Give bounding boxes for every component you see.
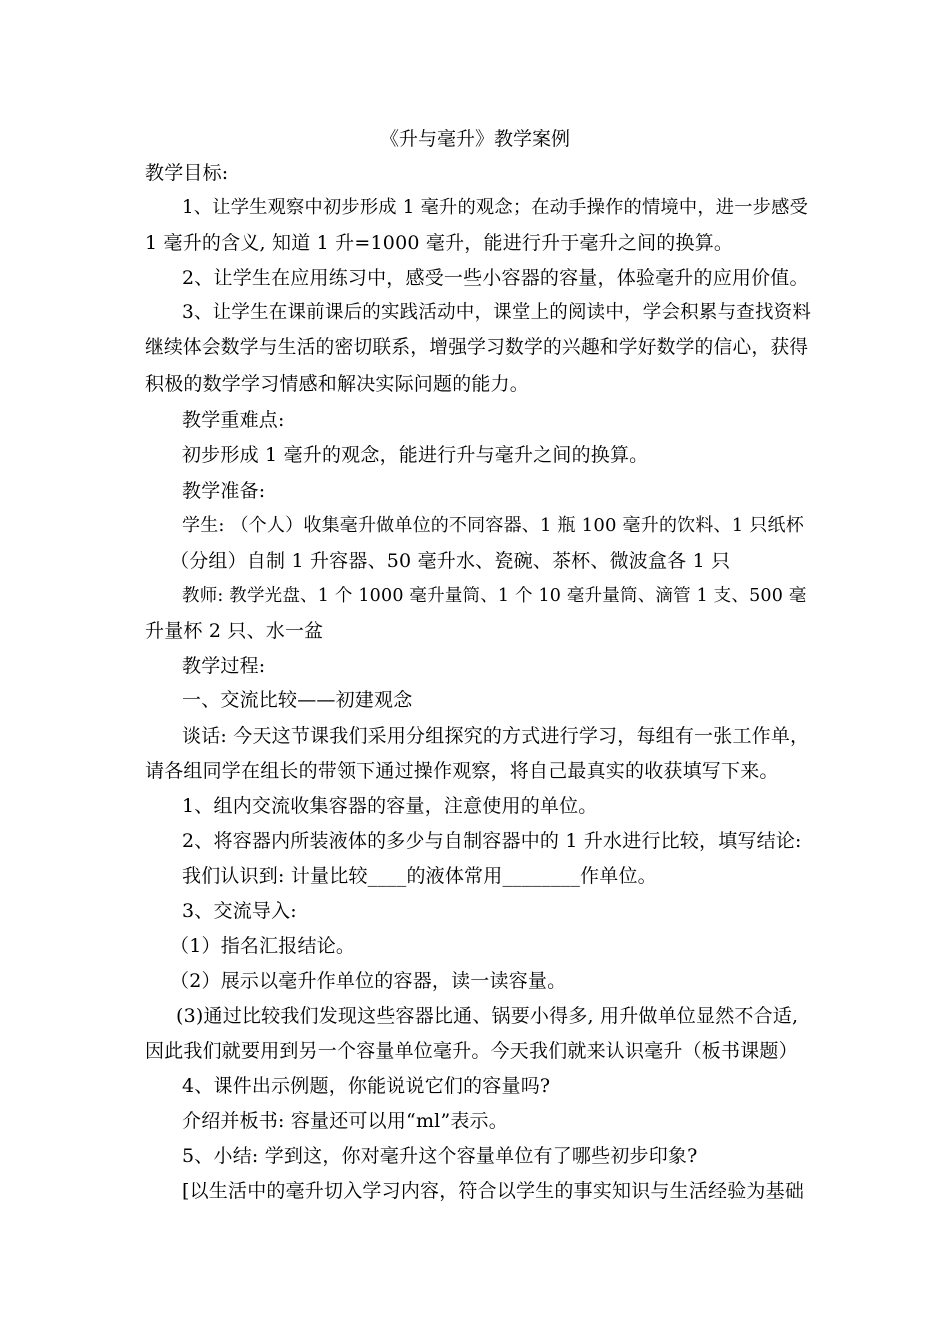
text-line: 1、让学生观察中初步形成 1 毫升的观念；在动手操作的情境中，进一步感受 — [182, 197, 809, 218]
text-line: 因此我们就要用到另一个容量单位毫升。今天我们就来认识毫升（板书课题） — [145, 1040, 798, 1062]
text-line: （分组）自制 1 升容器、50 毫升水、瓷碗、茶杯、微波盒各 1 只 — [170, 550, 731, 572]
text-line: 教学准备: — [182, 480, 266, 502]
document-title: 《升与毫升》教学案例 — [379, 128, 570, 150]
text-line: 积极的数学学习情感和解决实际问题的能力。 — [145, 373, 530, 395]
text-line: 谈话: 今天这节课我们采用分组探究的方式进行学习，每组有一张工作单， — [182, 725, 810, 747]
text-line: 教学过程: — [182, 655, 266, 677]
text-line: （2）展示以毫升作单位的容器，读一读容量。 — [170, 970, 567, 992]
text-line: 介绍并板书: 容量还可以用“ml”表示。 — [182, 1110, 508, 1132]
text-line: (3)通过比较我们发现这些容器比通、锅要小得多, 用升做单位显然不合适, — [176, 1005, 799, 1027]
text-line: 升量杯 2 只、水一盆 — [145, 620, 324, 642]
text-line: 请各组同学在组长的带领下通过操作观察，将自己最真实的收获填写下来。 — [145, 760, 779, 782]
text-line: 教学目标: — [145, 162, 229, 184]
text-line: 教师: 教学光盘、1 个 1000 毫升量筒、1 个 10 毫升量筒、滴管 1 支、500 毫 — [182, 586, 807, 606]
text-line: 4、课件出示例题，你能说说它们的容量吗? — [182, 1075, 551, 1097]
text-line: 1 毫升的含义, 知道 1 升=1000 毫升，能进行升于毫升之间的换算。 — [145, 232, 734, 254]
text-line: 1、组内交流收集容器的容量，注意使用的单位。 — [182, 795, 598, 817]
text-line: 一、交流比较——初建观念 — [182, 689, 413, 711]
text-line: 2、让学生在应用练习中，感受一些小容器的容量，体验毫升的应用价值。 — [182, 267, 809, 289]
text-line: [以生活中的毫升切入学习内容，符合以学生的事实知识与生活经验为基础 — [182, 1180, 805, 1202]
text-line: 3、让学生在课前课后的实践活动中，课堂上的阅读中，学会积累与查找资料 — [182, 302, 812, 323]
text-line: 5、小结: 学到这，你对毫升这个容量单位有了哪些初步印象? — [182, 1145, 698, 1167]
text-line: 学生: （个人）收集毫升做单位的不同容器、1 瓶 100 毫升的饮料、1 只纸杯 — [182, 515, 804, 536]
text-line: 继续体会数学与生活的密切联系，增强学习数学的兴趣和学好数学的信心，获得 — [145, 337, 809, 358]
text-line: 3、交流导入: — [182, 900, 297, 922]
text-line: 2、将容器内所装液体的多少与自制容器中的 1 升水进行比较，填写结论: — [182, 830, 802, 852]
text-line: 我们认识到: 计量比较____的液体常用________作单位。 — [182, 865, 657, 887]
text-line: （1）指名汇报结论。 — [170, 935, 356, 957]
text-line: 教学重难点: — [182, 409, 285, 431]
text-line: 初步形成 1 毫升的观念，能进行升与毫升之间的换算。 — [182, 444, 649, 466]
